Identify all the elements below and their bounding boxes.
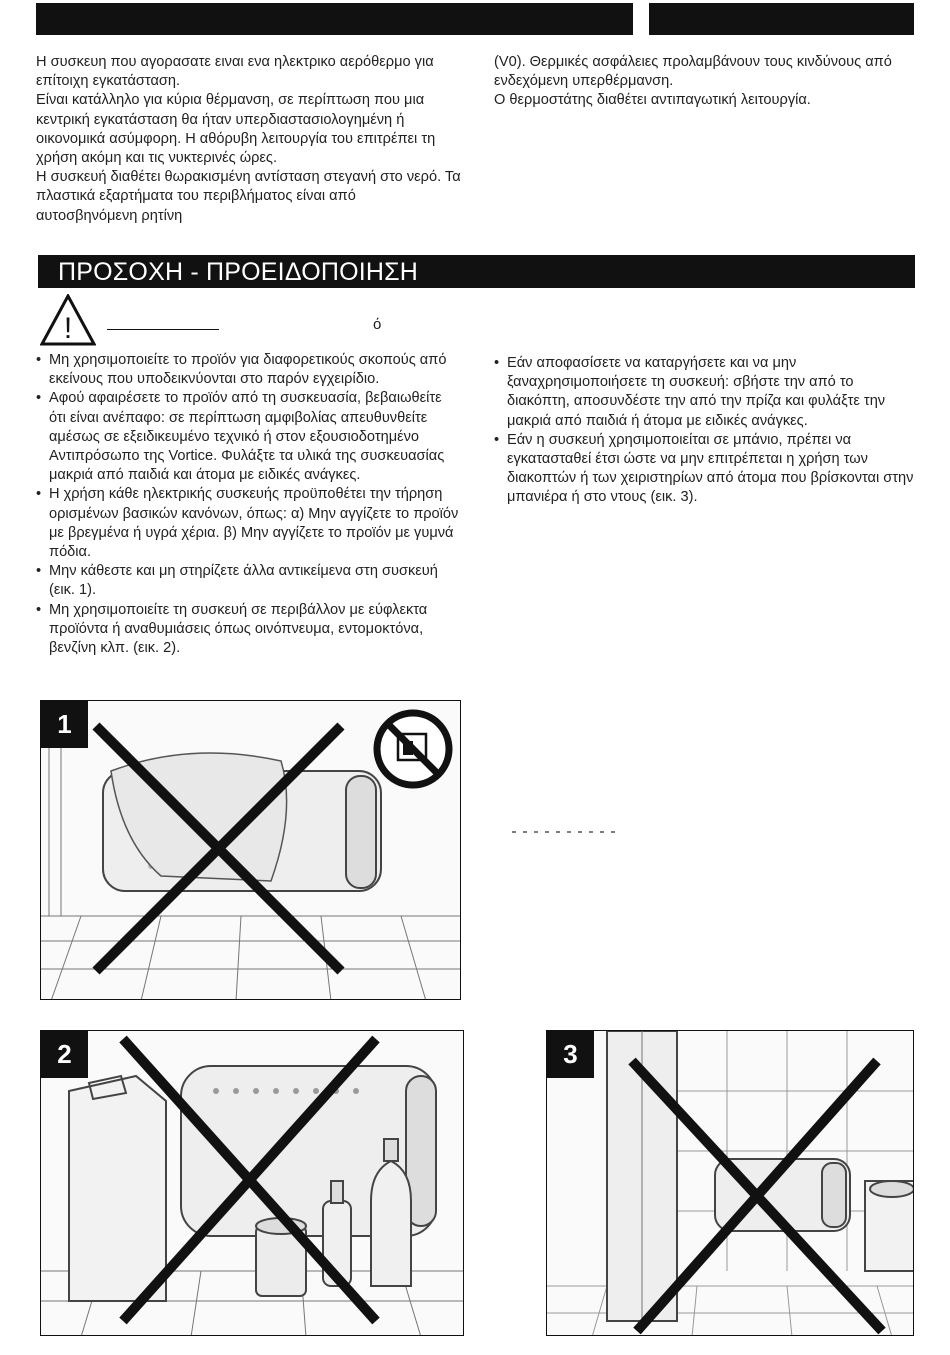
list-item: • Η χρήση κάθε ηλεκτρικής συσκευής προϋποθέτει την τήρηση ορισμένων βασικών κανόνων, όπως: α) Μην αγγίζετε το προϊόν με βρεγμένα ή υγρά χέρια. β) Μην αγγίζετε το προϊόν με γυμνά πόδια. xyxy=(34,485,459,562)
figure-number: 3 xyxy=(547,1031,594,1078)
intro-paragraph: (V0). Θερμικές ασφάλειες προλαμβάνουν τους κινδύνους από ενδεχόμενη υπερθέρμανση. xyxy=(494,54,892,90)
stray-mark xyxy=(512,828,616,836)
warning-mark: ό xyxy=(373,316,382,333)
figure-2 xyxy=(40,1030,464,1336)
list-item: • Εάν αποφασίσετε να καταργήσετε και να μην ξαναχρησιμοποιήσετε τη συσκευή: σβήστε την από το διακόπτη, αποσυνδέστε την από την πρίζα και φυλάξτε την μακριά από παιδιά ή άτομα με ειδικές ανάγκες. xyxy=(492,354,917,431)
bullet-list xyxy=(492,354,917,508)
bullets-left-column xyxy=(34,351,459,658)
no-objects-on-heater-icon xyxy=(377,713,449,785)
intro-paragraph: Είναι κατάλληλο για κύρια θέρμανση, σε περίπτωση που μια κεντρική εγκατάσταση θα ήταν υπερδιαστασιολογημένη ή οικονομικά ασύμφορη. Η αθόρυβη λειτουργία του επιτρέπει τη χρήση ακόμη και τις νυκτερινές ώρες. xyxy=(36,92,436,167)
header-bar-right xyxy=(649,3,914,35)
warning-triangle-icon xyxy=(40,294,96,346)
figure-number: 1 xyxy=(41,701,88,748)
list-item: • Μην κάθεστε και μη στηρίζετε άλλα αντικείμενα στη συσκευή (εικ. 1). xyxy=(34,562,459,600)
section-title: ΠΡΟΣΟΧΗ - ΠΡΟΕΙΔΟΠΟΙΗΣΗ xyxy=(38,255,915,288)
intro-left-column xyxy=(36,53,461,226)
list-item: • Μη χρησιμοποιείτε το προϊόν για διαφορετικούς σκοπούς από εκείνους που υποδεικνύονται στο παρόν εγχειρίδιο. xyxy=(34,351,459,389)
intro-paragraph: Η συσκευή διαθέτει θωρακισμένη αντίσταση στεγανή στο νερό. Τα πλαστικά εξαρτήματα του περιβλήματος είναι από αυτοσβηνόμενη ρητίνη xyxy=(36,169,461,224)
figure-1 xyxy=(40,700,461,1000)
figure-3 xyxy=(546,1030,914,1336)
list-item: • Μη χρησιμοποιείτε τη συσκευή σε περιβάλλον με εύφλεκτα προϊόντα ή αναθυμιάσεις όπως οινόπνευμα, εντομοκτόνα, βενζίνη κλπ. (εικ. 2). xyxy=(34,601,459,659)
figure-1-illustration xyxy=(41,701,461,1000)
figure-2-illustration xyxy=(41,1031,464,1336)
figure-number: 2 xyxy=(41,1031,88,1078)
warning-underline xyxy=(107,329,219,330)
bullets-right-column xyxy=(492,354,917,508)
header-bar-left xyxy=(36,3,633,35)
intro-paragraph: Ο θερμοστάτης διαθέτει αντιπαγωτική λειτουργία. xyxy=(494,92,811,109)
bullet-list xyxy=(34,351,459,658)
warning-exclamation: ! xyxy=(63,312,73,345)
warning-row xyxy=(40,294,440,350)
intro-right-column xyxy=(494,53,909,111)
figure-3-illustration xyxy=(547,1031,914,1336)
list-item: • Εάν η συσκευή χρησιμοποιείται σε μπάνιο, πρέπει να εγκατασταθεί έτσι ώστε να μην επιτρέπεται η χρήση των διακοπτών ή των χειριστηρίων από άτομα που βρίσκονται στην μπανιέρα ή στο ντους (εικ. 3). xyxy=(492,431,917,508)
list-item: • Αφού αφαιρέσετε το προϊόν από τη συσκευασία, βεβαιωθείτε ότι είναι ανέπαφο: σε περίπτωση αμφιβολίας απευθυνθείτε αμέσως σε εξειδικευμένο τεχνικό ή στον εξουσιοδοτημένο Αντιπρόσωπο της Vortice. Φυλάξτε τα υλικά της συσκευασίας μακριά από παιδιά και άτομα με ειδικές ανάγκες. xyxy=(34,389,459,485)
intro-paragraph: Η συσκευη που αγορασατε ειναι ενα ηλεκτρικο αερόθερμο για επίτοιχη εγκατάσταση. xyxy=(36,54,434,90)
